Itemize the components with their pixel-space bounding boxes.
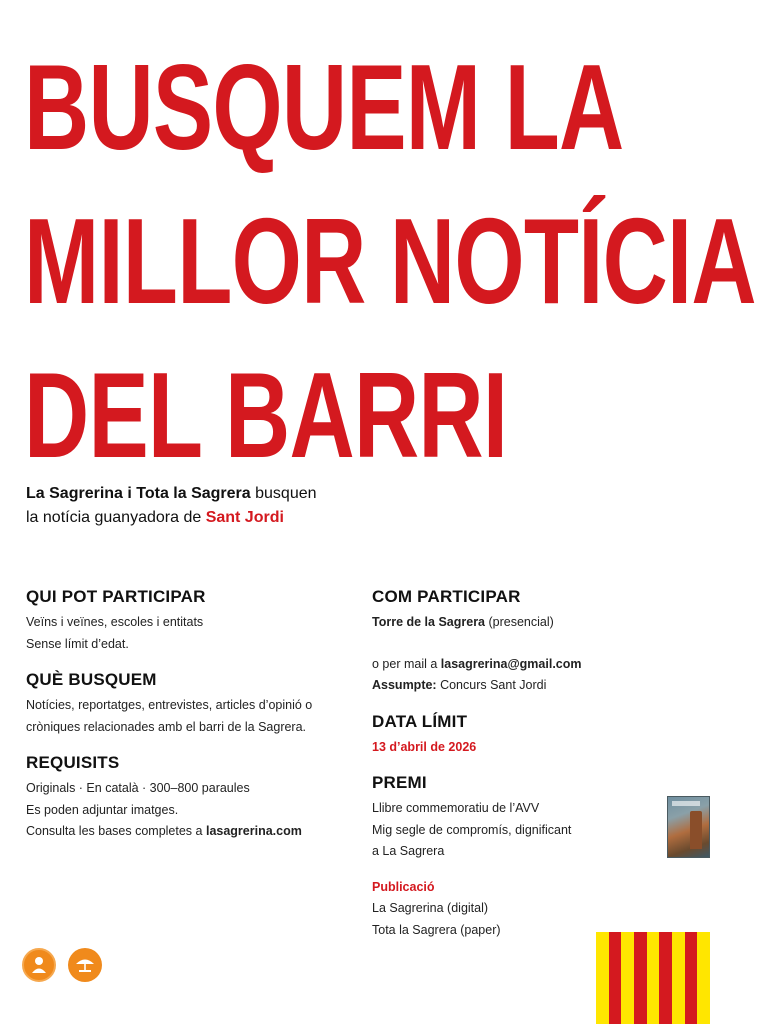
spacer (372, 634, 612, 654)
section-line: Es poden adjuntar imatges. (26, 802, 179, 817)
section-line (372, 654, 612, 676)
headline-line-3: DEL BARRI (24, 347, 508, 483)
flag-stripe (672, 932, 685, 1024)
headline-line-2: MILLOR NOTÍCIA (24, 193, 756, 329)
senyera-flag-icon (596, 932, 710, 1024)
section-line: Veïns i veïnes, escoles i entitats (26, 615, 204, 629)
section-title: COM PARTICIPAR (372, 587, 521, 606)
email-link[interactable]: lasagrerina@gmail.com (440, 656, 582, 671)
section-line: Sense límit d’edat. (26, 636, 129, 651)
section-line (26, 821, 346, 843)
section-line: Mig segle de compromís, dignificant (372, 822, 572, 837)
subject-value: Concurs Sant Jordi (436, 678, 547, 692)
flag-stripe (634, 932, 647, 1024)
intro-text-1: busquen (250, 485, 317, 502)
link-prefix: Consulta les bases completes a (26, 824, 206, 838)
intro-organizers: La Sagrerina i Tota la Sagrera (26, 485, 251, 502)
intro-highlight: Sant Jordi (205, 509, 284, 526)
flag-stripe (621, 932, 634, 1024)
flag-stripe (609, 932, 622, 1024)
mail-prefix: o per mail a (372, 656, 441, 671)
right-column (372, 586, 612, 955)
umbrella-icon (73, 953, 97, 977)
section-publicacio (372, 877, 612, 942)
section-line: cròniques relacionades amb el barri de la Sagrera. (26, 719, 307, 734)
section-requisits (26, 752, 346, 843)
section-title: PREMI (372, 773, 427, 792)
section-title: DATA LÍMIT (372, 711, 468, 731)
section-premi (372, 772, 612, 863)
section-com-participar (372, 586, 612, 697)
section-line: Notícies, reportatges, entrevistes, articles d’opinió o (26, 698, 313, 712)
section-line: a La Sagrera (372, 844, 445, 858)
section-line: La Sagrerina (digital) (372, 901, 489, 915)
subject-label: Assumpte: (372, 678, 437, 692)
section-line: Originals · En català · 300–800 paraules (26, 781, 250, 795)
intro-text-2: la notícia guanyadora de (26, 509, 206, 526)
section-data-limit (372, 711, 612, 759)
website-link[interactable]: lasagrerina.com (205, 824, 302, 838)
place-name: Torre de la Sagrera (372, 615, 486, 629)
section-title: Publicació (372, 879, 435, 894)
deadline-date: 13 d’abril de 2026 (372, 739, 477, 754)
section-line (372, 612, 612, 634)
headline-line-1: BUSQUEM LA (24, 39, 624, 175)
section-line: Tota la Sagrera (paper) (372, 922, 501, 937)
tota-la-sagrera-logo-icon (68, 948, 102, 982)
section-line (372, 675, 612, 697)
flag-stripe (596, 932, 609, 1024)
flag-stripe (685, 932, 698, 1024)
section-que-busquem (26, 669, 346, 738)
flag-stripe (647, 932, 660, 1024)
section-line: Llibre commemoratiu de l’AVV (372, 801, 540, 815)
flag-stripe (659, 932, 672, 1024)
flag-stripe (697, 932, 710, 1024)
la-sagrerina-logo-icon (22, 948, 56, 982)
person-icon (28, 954, 50, 976)
section-qui-pot-participar (26, 586, 346, 655)
intro-text (26, 482, 406, 530)
left-column (26, 586, 346, 857)
section-title: QUI POT PARTICIPAR (26, 587, 206, 606)
headline (24, 30, 756, 492)
section-title: REQUISITS (26, 753, 120, 772)
place-suffix: (presencial) (485, 615, 554, 629)
section-title: QUÈ BUSQUEM (26, 670, 157, 689)
book-cover-icon (667, 796, 710, 858)
